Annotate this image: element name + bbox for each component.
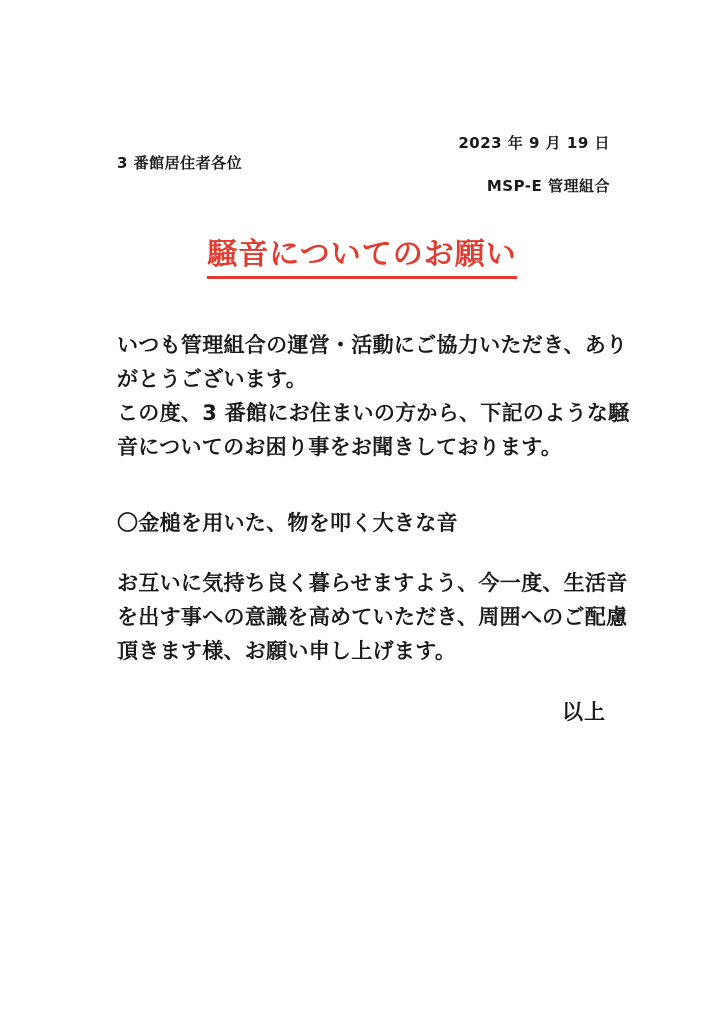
request-line: を出す事への意識を高めていただき、周囲へのご配慮 [117, 605, 628, 629]
noise-item [117, 506, 617, 540]
intro-line: 音についてのお困り事をお聞きしております。 [117, 435, 563, 459]
intro-line: いつも管理組合の運営・活動にご協力いただき、あり [117, 333, 628, 357]
document-date: 2023 年 9 月 19 日 [458, 134, 610, 152]
title-container [0, 236, 724, 279]
sender-line: MSP-E 管理組合 [486, 177, 610, 195]
closing-mark: 以上 [562, 700, 606, 724]
intro-line: この度、3 番館にお住まいの方から、下記のような騒 [117, 401, 630, 425]
intro-line: がとうございます。 [117, 367, 308, 391]
noise-item-text: 〇金槌を用いた、物を叩く大きな音 [117, 511, 458, 535]
request-paragraph [117, 566, 628, 668]
intro-paragraph [117, 328, 630, 464]
request-line: 頂きます様、お願い申し上げます。 [117, 639, 457, 663]
request-line: お互いに気持ち良く暮らせますよう、今一度、生活音 [117, 571, 628, 595]
recipient-line: 3 番館居住者各位 [117, 154, 243, 172]
document-title: 騒音についてのお願い [207, 236, 516, 279]
